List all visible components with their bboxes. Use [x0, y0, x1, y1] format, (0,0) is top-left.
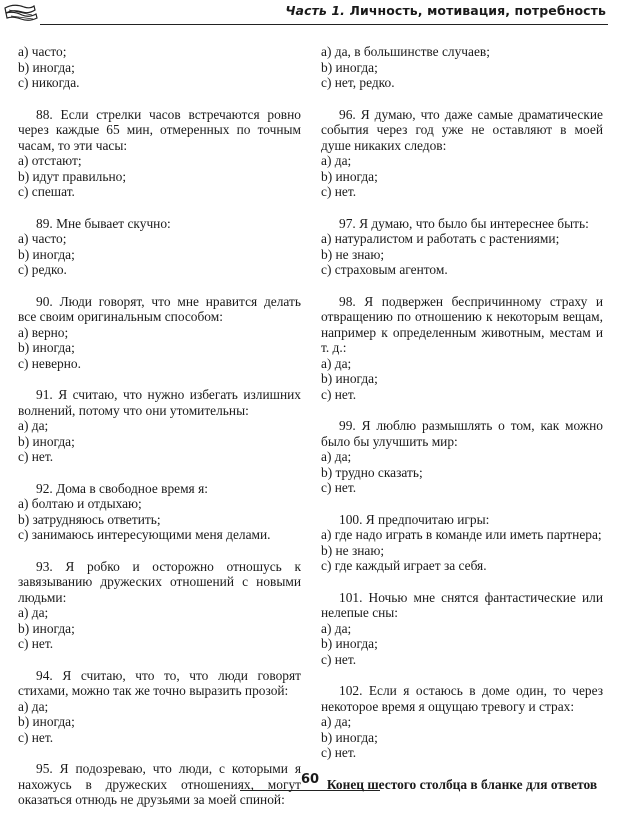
running-head — [285, 3, 606, 18]
answer-option: c) страховым агентом. — [321, 262, 448, 277]
question-item — [321, 418, 603, 496]
page-header — [0, 0, 620, 26]
answer-option: b) иногда; — [18, 433, 75, 449]
answer-option: a) да; — [321, 153, 352, 168]
running-head-part: Часть 1. — [285, 3, 346, 18]
question-item — [18, 559, 301, 652]
answer-option: b) трудно сказать; — [321, 464, 423, 480]
answer-option: b) иногда; — [321, 168, 378, 184]
question-text: 99. Я люблю размышлять о том, как можно было бы улучшить мир: — [321, 418, 603, 449]
answer-option: c) где каждый играет за себя. — [321, 558, 487, 573]
answer-option: b) иногда; — [18, 59, 75, 75]
answer-option: c) нет. — [321, 386, 357, 402]
footer-rule — [240, 790, 380, 791]
right-column — [321, 44, 603, 792]
answer-option: c) нет, редко. — [321, 75, 395, 90]
question-item — [18, 387, 301, 465]
answer-option: b) иногда; — [18, 714, 75, 729]
question-text: 97. Я думаю, что было бы интереснее быть: — [339, 215, 589, 231]
answer-option: a) да, в большинстве случаев; — [321, 44, 490, 59]
running-head-title: Личность, мотивация, потребность — [349, 3, 606, 18]
question-text: 102. Если я остаюсь в доме один, то через некоторое время я ощущаю тревогу и страх: — [321, 683, 603, 714]
question-text: 96. Я думаю, что даже самые драматические события через год уже не оставляют в моей душе никаких следов: — [321, 106, 603, 153]
page-number: 60 — [300, 772, 320, 787]
question-item — [321, 512, 603, 574]
answer-option: c) нет. — [321, 745, 357, 760]
question-item — [18, 44, 301, 91]
answer-option: c) нет. — [18, 636, 54, 651]
answer-option: c) спешат. — [18, 184, 75, 199]
question-item — [18, 294, 301, 372]
answer-option: a) да; — [18, 698, 49, 714]
header-rule — [40, 24, 608, 25]
question-item — [321, 294, 603, 403]
answer-option: b) затрудняюсь ответить; — [18, 511, 161, 527]
answer-option: c) занимаюсь интересующими меня делами. — [18, 527, 271, 542]
answer-option: b) иногда; — [321, 729, 378, 745]
answer-option: c) нет. — [321, 184, 357, 199]
answer-option: a) верно; — [18, 324, 69, 340]
answer-option: b) иногда; — [18, 340, 75, 355]
question-item — [18, 107, 301, 200]
book-logo-icon — [2, 2, 42, 24]
answer-option: b) иногда; — [18, 246, 75, 262]
answer-option: c) нет. — [18, 449, 54, 464]
question-item — [321, 216, 603, 278]
answer-option: c) неверно. — [18, 355, 81, 371]
answer-option: a) да; — [18, 418, 49, 433]
question-text: 95. Я подозреваю, что люди, с которыми я нахожусь в дружеских отношениях, могут оказаться отнюдь не друзьями за моей спиной: — [18, 761, 301, 807]
answer-option: b) иногда; — [321, 371, 378, 386]
question-text: 101. Ночью мне снятся фантастические или нелепые сны: — [321, 589, 603, 620]
question-text: 89. Мне бывает скучно: — [36, 215, 171, 231]
question-text: 98. Я подвержен беспричинному страху и отвращению по отношению к некоторым вещам, например к определенным животным, местам и т. д.: — [321, 293, 603, 355]
answer-option: c) нет. — [18, 729, 54, 745]
answer-option: c) нет. — [321, 480, 357, 495]
answer-option: a) да; — [18, 605, 49, 620]
answer-option: a) натуралистом и работать с растениями; — [321, 231, 560, 246]
answer-option: a) часто; — [18, 44, 67, 59]
question-text: 92. Дома в свободное время я: — [36, 480, 208, 496]
answer-option: a) да; — [321, 714, 352, 729]
answer-option: c) никогда. — [18, 75, 80, 90]
answer-option: a) отстают; — [18, 153, 82, 168]
end-of-column-note: Конец шестого столбца в бланке для ответов — [326, 776, 598, 792]
answer-option: c) редко. — [18, 262, 67, 277]
answer-option: b) не знаю; — [321, 246, 385, 262]
answer-option: b) иногда; — [321, 59, 378, 75]
question-text: 93. Я робко и осторожно отношусь к завязыванию дружеских отношений с новыми людьми: — [18, 558, 301, 605]
answer-option: a) да; — [321, 449, 352, 464]
answer-option: a) где надо играть в команде или иметь партнера; — [321, 527, 602, 542]
question-item — [18, 668, 301, 746]
question-text: 90. Люди говорят, что мне нравится делать все своим оригинальным способом: — [18, 293, 301, 324]
question-item — [321, 44, 603, 91]
question-item — [18, 216, 301, 278]
question-text: 88. Если стрелки часов встречаются ровно через каждые 65 мин, отмеренных по точным часам, то эти часы: — [18, 106, 301, 153]
question-text: 91. Я считаю, что нужно избегать излишних волнений, потому что они утомительны: — [18, 387, 301, 418]
answer-option: b) иногда; — [321, 636, 378, 651]
answer-option: a) да; — [321, 620, 352, 636]
question-text: 94. Я считаю, что то, что люди говорят стихами, можно так же точно выразить прозой: — [18, 667, 301, 698]
answer-option: b) не знаю; — [321, 542, 385, 558]
answer-option: b) идут правильно; — [18, 168, 127, 184]
answer-option: a) болтаю и отдыхаю; — [18, 496, 142, 511]
question-item — [18, 481, 301, 543]
question-item — [321, 590, 603, 668]
question-text: 100. Я предпочитаю игры: — [339, 511, 490, 527]
question-item — [321, 683, 603, 761]
question-item — [321, 107, 603, 200]
left-column — [18, 44, 301, 824]
answer-option: b) иногда; — [18, 620, 75, 636]
answer-option: c) нет. — [321, 651, 357, 667]
answer-option: a) да; — [321, 355, 352, 371]
answer-option: a) часто; — [18, 231, 67, 246]
